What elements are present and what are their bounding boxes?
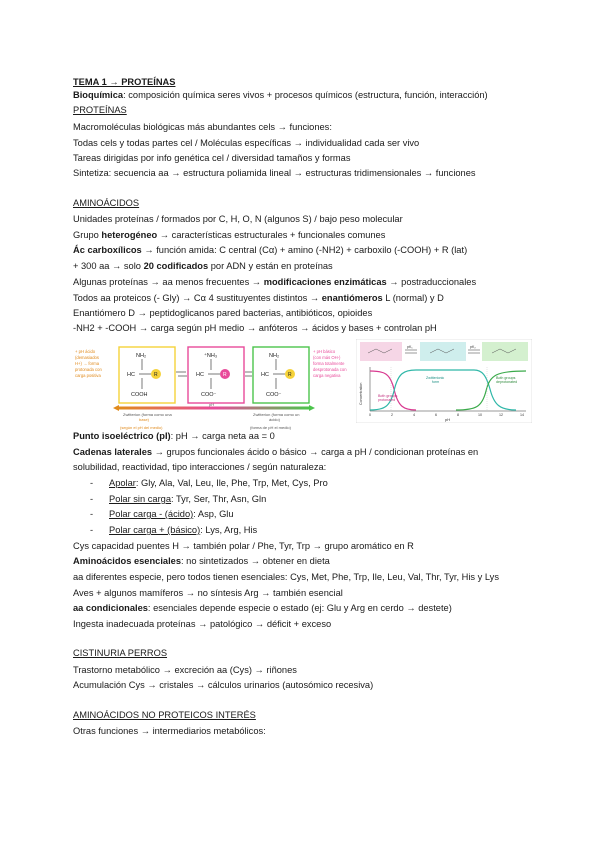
doc-title: TEMA 1 → PROTEÍNAS — [73, 77, 176, 87]
ingesta-line: Ingesta inadecuada proteínas → patológico → déficit + exceso — [73, 619, 332, 629]
pi-text: : pH → carga neta aa = 0 — [170, 431, 275, 441]
x-tick-8: 8 — [457, 413, 459, 417]
bullet-polar-text: : Tyr, Ser, Thr, Asn, Gln — [171, 494, 267, 504]
aa-l2-c: → características estructurales + funcionales comunes — [157, 230, 386, 240]
aa-line-2 — [73, 229, 385, 241]
cadenas-line — [73, 446, 478, 458]
x-tick-4: 4 — [413, 413, 415, 417]
prot-label-2: protonated — [378, 398, 396, 402]
deprot-label-1: Both groups — [496, 376, 516, 380]
bottom-right-1: Zwitterion (forma como un — [253, 412, 300, 417]
base-note-4: desprotonada con — [313, 367, 347, 372]
cys-line: Cys capacidad puentes H → también polar / Phe, Tyr, Trp → grupo aromático en R — [73, 541, 414, 551]
x-tick-14: 14 — [520, 413, 524, 417]
pink-r: R — [223, 372, 227, 378]
ph-arrow-right-head — [309, 405, 315, 411]
condicionales-line — [73, 602, 452, 614]
pi-line — [73, 430, 275, 442]
base-note — [313, 349, 347, 378]
aa-line-1: Unidades proteínas / formados por C, H, O, N (algunos S) / bajo peso molecular — [73, 214, 403, 224]
proteinas-line-1: Macromoléculas biológicas más abundantes cels → funciones: — [73, 122, 332, 132]
aa-l2-a: Grupo — [73, 230, 102, 240]
aa-line-5 — [73, 276, 476, 288]
zwitterionic-label-1: Zwitterionic — [426, 376, 445, 380]
proteinas-heading: PROTEÍNAS — [73, 105, 127, 115]
deprot-label-2: deprotonated — [496, 380, 518, 384]
cadenas-label: Cadenas laterales — [73, 447, 153, 457]
acid-note-3: H+) → forma — [75, 361, 100, 366]
pi-label: Punto isoeléctrico (pI) — [73, 431, 171, 441]
aa-l2-b: heterogéneo — [101, 230, 158, 240]
x-tick-2: 2 — [391, 413, 393, 417]
bottom-right-3: (forma de pH el medio) — [250, 425, 291, 430]
green-nh: NH₂ — [269, 353, 280, 359]
proteinas-line-2: Todas cels y todas partes cel / Moléculas específicas → individualidad cada ser vivo — [73, 138, 420, 148]
y-axis-label: Concentration — [359, 382, 363, 405]
esenciales-label: Aminoácidos esenciales — [73, 556, 181, 566]
bottom-left-3: (según el pH del medio) — [120, 425, 163, 430]
bullet-polar-acido — [109, 508, 234, 520]
aa-line-8: -NH2 + -COOH → carga según pH medio → anfóteros → ácidos y bases + controlan pH — [73, 323, 437, 333]
ph-arrow-label: pH — [209, 402, 215, 407]
bullet-apolar — [109, 477, 328, 489]
aminoacidos-heading: AMINOÁCIDOS — [73, 198, 140, 208]
aa-line-4 — [73, 260, 333, 272]
aa-l5-c: → postraduccionales — [386, 277, 477, 287]
cistinuria-line-1: Trastorno metabólico → excreción aa (Cys) → riñones — [73, 665, 297, 675]
bullet-apolar-text: : Gly, Ala, Val, Leu, Ile, Phe, Trp, Met, Cys, Pro — [135, 478, 328, 488]
aa-l4-b: 20 codificados — [143, 261, 209, 271]
aa-l6-b: enantiómeros — [321, 293, 383, 303]
solubilidad-line: solubilidad, reactividad, tipo interacciones / según naturaleza: — [73, 462, 327, 472]
aves-line: Aves + algunos mamíferos → no síntesis Arg → también esencial — [73, 588, 343, 598]
bullet-polar-label: Polar sin carga — [109, 494, 172, 504]
bullet-acido-label: Polar carga - (ácido) — [109, 509, 194, 519]
aa-line-7: Enantiómero D → peptidoglicanos pared bacterias, antibióticos, opioides — [73, 308, 373, 318]
yellow-hc: HC — [127, 372, 135, 378]
bottom-right-2: ácido) — [269, 417, 280, 422]
pink-hc: HC — [196, 372, 204, 378]
aa-l5-a: Algunas proteínas → aa menos frecuentes → — [73, 277, 264, 287]
aa-l3-a: Ác carboxílicos — [73, 245, 142, 255]
acid-note-1: + pH ácido — [75, 349, 96, 354]
intro-bioquimica — [73, 89, 488, 101]
green-r: R — [288, 372, 292, 378]
bullet-polar-basico — [109, 524, 257, 536]
aa-l4-c: por ADN y están en proteínas — [208, 261, 333, 271]
zwitterionic-label-2: form — [432, 380, 440, 384]
aa-l3-b: → función amida: C central (Cα) + amino (-NH2) + carboxilo (-COOH) + R (lat) — [141, 245, 468, 255]
yellow-r: R — [154, 372, 158, 378]
no-proteicos-line-1: Otras funciones → intermediarios metabólicos: — [73, 726, 266, 736]
x-tick-6: 6 — [435, 413, 437, 417]
yellow-cooh: COOH — [131, 392, 148, 398]
aa-l6-a: Todos aa proteicos (- Gly) → Cα 4 sustituyentes distintos → — [73, 293, 322, 303]
pk1-label: pK₁ — [407, 345, 413, 349]
cistinuria-heading: CISTINURIA PERROS — [73, 648, 168, 658]
ph-arrow-left-head — [113, 405, 119, 411]
aa-l6-c: L (normal) y D — [382, 293, 444, 303]
bullet-basico-label: Polar carga + (básico) — [109, 525, 201, 535]
bioquimica-label: Bioquímica — [73, 90, 124, 100]
x-tick-12: 12 — [499, 413, 503, 417]
prot-label-1: Both groups — [378, 394, 398, 398]
esenciales-text: : no sintetizados → obtener en dieta — [181, 556, 330, 566]
proteinas-line-3: Tareas dirigidas por info genética cel / diversidad tamaños y formas — [73, 153, 351, 163]
no-proteicos-heading: AMINOÁCIDOS NO PROTEICOS INTERÉS — [73, 710, 256, 720]
acid-note-4: protonada con — [75, 367, 102, 372]
base-note-5: carga negativa — [313, 373, 341, 378]
condicionales-text: : esenciales depende especie o estado (ej: Glu y Arg en cerdo → destete) — [147, 603, 452, 613]
base-note-3: forma totalmente — [313, 361, 345, 366]
x-tick-0: 0 — [369, 413, 371, 417]
aa-line-3 — [73, 244, 467, 256]
bullet-apolar-label: Apolar — [109, 478, 136, 488]
bullet-acido-text: : Asp, Glu — [193, 509, 234, 519]
titration-figure — [356, 339, 532, 423]
bottom-left-2: base) — [139, 417, 150, 422]
base-note-1: + pH básico — [313, 349, 336, 354]
aa-line-6 — [73, 292, 444, 304]
acid-note — [75, 349, 102, 378]
x-axis-label: pH — [445, 417, 451, 422]
base-note-2: (con más OH-) — [313, 355, 341, 360]
aa-l5-b: modificaciones enzimáticas — [263, 277, 387, 287]
acid-note-5: carga positiva — [75, 373, 101, 378]
bullet-mark-4: - — [90, 525, 94, 535]
bottom-notes — [123, 412, 299, 422]
ionization-figure — [73, 339, 355, 423]
aa-l4-a: + 300 aa → solo — [73, 261, 144, 271]
pink-nh: ⁺NH₃ — [204, 353, 218, 359]
acid-note-2: (demasiados — [75, 355, 99, 360]
proteinas-line-4: Sintetiza: secuencia aa → estructura poliamida lineal → estructuras tridimensionales → funciones — [73, 168, 476, 178]
esenciales-line — [73, 555, 330, 567]
x-tick-10: 10 — [478, 413, 482, 417]
especie-line: aa diferentes especie, pero todos tienen esenciales: Cys, Met, Phe, Trp, Ile, Leu, Val, Thr, Tyr, His y Lys — [73, 572, 499, 582]
bioquimica-text: : composición química seres vivos + procesos químicos (estructura, función, interacción) — [123, 90, 488, 100]
cistinuria-line-2: Acumulación Cys → cristales → cálculos urinarios (autosómico recesiva) — [73, 680, 374, 690]
green-hc: HC — [261, 372, 269, 378]
bullet-mark-2: - — [90, 494, 94, 504]
green-coo: COO⁻ — [266, 392, 282, 398]
yellow-nh: NH₂ — [136, 353, 147, 359]
bullet-mark-3: - — [90, 509, 94, 519]
bullet-basico-text: : Lys, Arg, His — [200, 525, 258, 535]
pink-coo: COO⁻ — [201, 392, 217, 398]
condicionales-label: aa condicionales — [73, 603, 148, 613]
bullet-polar-sin-carga — [109, 493, 266, 505]
cadenas-text: → grupos funcionales ácido o básico → carga a pH / condicionan proteínas en — [152, 447, 479, 457]
bullet-mark-1: - — [90, 478, 94, 488]
pk2-label: pK₂ — [470, 345, 476, 349]
bottom-left-1: Zwitterion (forma como una — [123, 412, 172, 417]
